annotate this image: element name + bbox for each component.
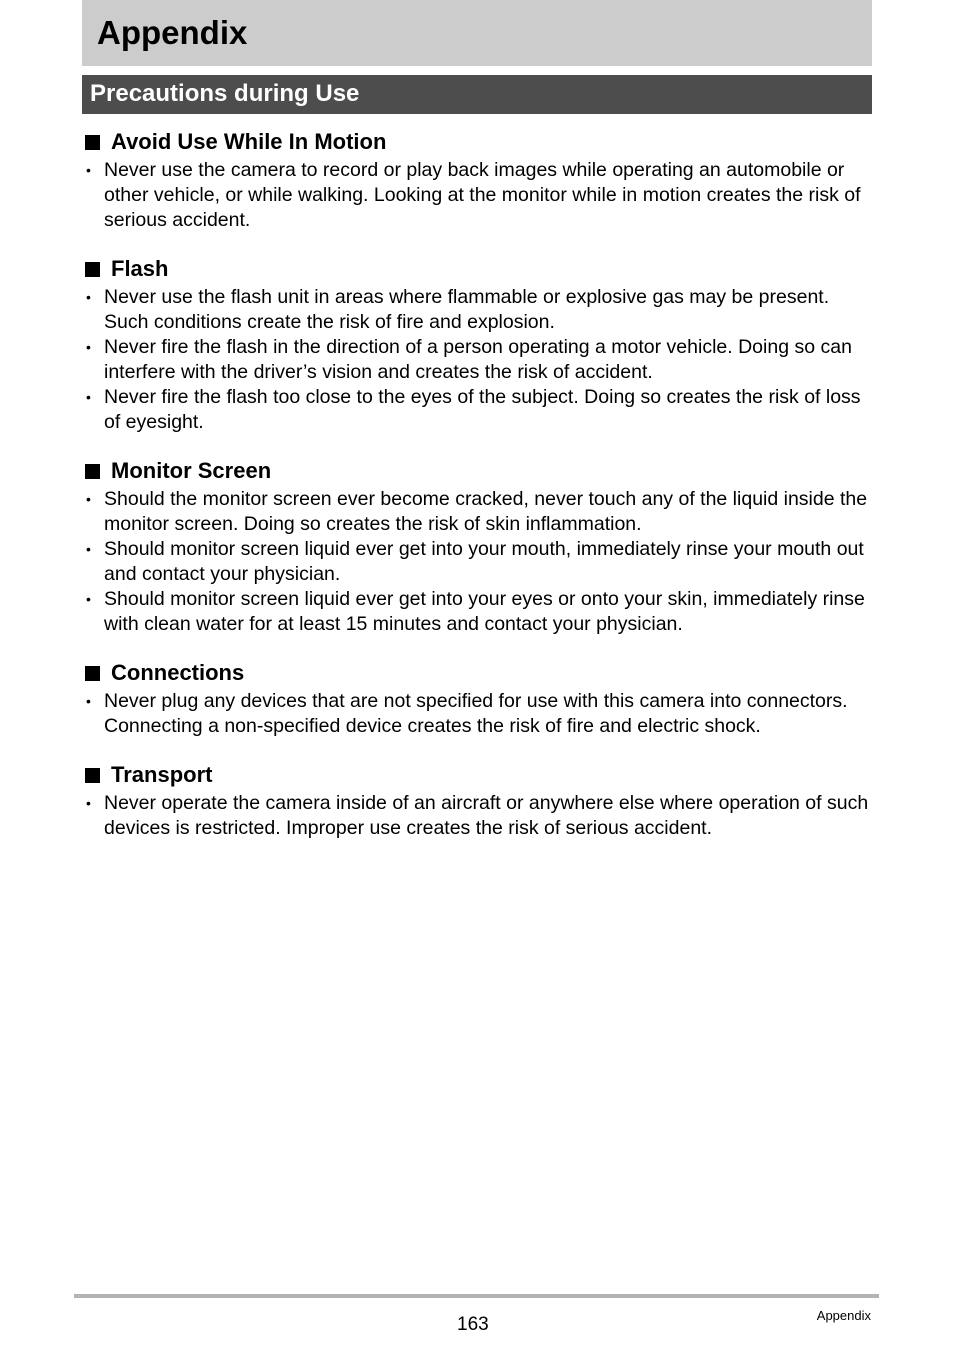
list-item <box>82 158 872 233</box>
footer-divider <box>74 1294 879 1298</box>
bullet-list <box>82 689 872 739</box>
footer-chapter-label: Appendix <box>816 1308 871 1323</box>
subsection-heading-text: Avoid Use While In Motion <box>111 129 387 154</box>
black-square-icon <box>85 262 100 277</box>
subsection-monitor-screen <box>82 455 872 637</box>
list-item <box>82 587 872 637</box>
list-item-text: Never operate the camera inside of an aircraft or anywhere else where operation of such devices is restricted. Improper use creates the risk of serious accident. <box>104 792 869 839</box>
subsection-transport <box>82 759 872 841</box>
bullet-icon: • <box>86 289 91 305</box>
bullet-list <box>82 158 872 233</box>
list-item <box>82 537 872 587</box>
subsection-heading-text: Monitor Screen <box>111 458 272 483</box>
section-header <box>82 75 872 114</box>
bullet-list <box>82 487 872 637</box>
list-item-text: Should monitor screen liquid ever get into your mouth, immediately rinse your mouth out and contact your physician. <box>104 538 864 585</box>
list-item <box>82 487 872 537</box>
list-item-text: Should monitor screen liquid ever get into your eyes or onto your skin, immediately rinse with clean water for at least 15 minutes and contact your physician. <box>104 588 865 635</box>
bullet-list <box>82 791 872 841</box>
bullet-list <box>82 285 872 435</box>
chapter-title: Appendix <box>97 14 248 51</box>
subsection-heading <box>82 253 872 285</box>
bullet-icon: • <box>86 491 91 507</box>
subsection-heading-text: Transport <box>111 762 213 787</box>
list-item <box>82 689 872 739</box>
list-item <box>82 385 872 435</box>
section-title: Precautions during Use <box>90 80 360 107</box>
bullet-icon: • <box>86 339 91 355</box>
list-item-text: Should the monitor screen ever become cracked, never touch any of the liquid inside the monitor screen. Doing so creates the risk of skin inflammation. <box>104 488 868 535</box>
list-item <box>82 791 872 841</box>
subsection-heading-text: Flash <box>111 256 169 281</box>
precautions-content <box>82 126 872 861</box>
subsection-flash <box>82 253 872 435</box>
list-item <box>82 335 872 385</box>
black-square-icon <box>85 666 100 681</box>
black-square-icon <box>85 768 100 783</box>
black-square-icon <box>85 464 100 479</box>
list-item-text: Never plug any devices that are not specified for use with this camera into connectors. Connecting a non-specified device creates the risk of fire and electric shock. <box>104 690 848 737</box>
subsection-heading <box>82 455 872 487</box>
chapter-header <box>82 0 872 66</box>
subsection-heading <box>82 126 872 158</box>
page-number: 163 <box>457 1314 489 1335</box>
subsection-heading-text: Connections <box>111 660 245 685</box>
subsection-connections <box>82 657 872 739</box>
list-item-text: Never use the flash unit in areas where flammable or explosive gas may be present. Such conditions create the risk of fire and explosion. <box>104 286 830 333</box>
subsection-heading <box>82 759 872 791</box>
black-square-icon <box>85 135 100 150</box>
list-item-text: Never use the camera to record or play back images while operating an automobile or other vehicle, or while walking. Looking at the monitor while in motion creates the risk of serious accident. <box>104 159 861 231</box>
bullet-icon: • <box>86 591 91 607</box>
list-item-text: Never fire the flash too close to the eyes of the subject. Doing so creates the risk of loss of eyesight. <box>104 386 861 433</box>
subsection-avoid-use-while-in-motion <box>82 126 872 233</box>
bullet-icon: • <box>86 693 91 709</box>
bullet-icon: • <box>86 389 91 405</box>
list-item <box>82 285 872 335</box>
bullet-icon: • <box>86 795 91 811</box>
bullet-icon: • <box>86 541 91 557</box>
bullet-icon: • <box>86 162 91 178</box>
subsection-heading <box>82 657 872 689</box>
list-item-text: Never fire the flash in the direction of a person operating a motor vehicle. Doing so can interfere with the driver’s vision and creates the risk of accident. <box>104 336 852 383</box>
